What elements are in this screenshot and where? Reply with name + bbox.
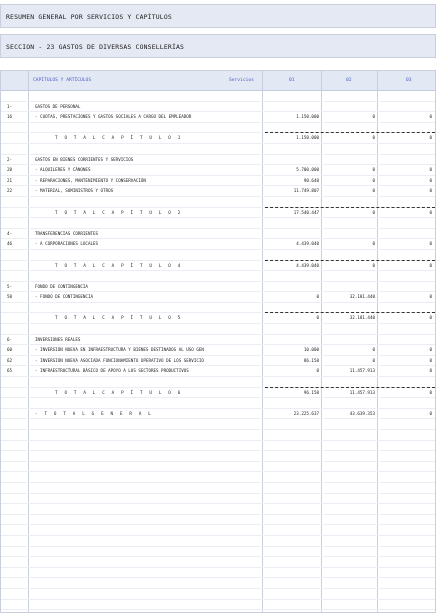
empty-row xyxy=(1,578,435,589)
table-row xyxy=(1,292,435,303)
col-header-services: Servicios xyxy=(229,78,254,83)
row-code: 6- xyxy=(7,336,13,342)
table-row xyxy=(1,250,435,261)
table-row xyxy=(1,377,435,388)
value-col-01: 4.439.040 xyxy=(296,241,319,247)
row-description: - CUOTAS, PRESTACIONES Y GASTOS SOCIALES A CARGO DEL EMPLEADOR xyxy=(35,114,192,120)
empty-row xyxy=(1,589,435,600)
value-col-02: 43.639.353 xyxy=(349,410,375,416)
value-col-03: 0 xyxy=(429,188,432,194)
value-col-03: 0 xyxy=(429,114,432,120)
col-header-chapters: CAPÍTULOS Y ARTÍCULOS xyxy=(33,78,92,83)
value-col-03: 0 xyxy=(429,357,432,363)
value-col-02: 0 xyxy=(372,188,375,194)
value-col-01 xyxy=(263,144,319,155)
value-col-03: 0 xyxy=(429,389,432,395)
value-col-03 xyxy=(378,335,432,346)
table-row xyxy=(1,208,435,219)
value-col-01 xyxy=(263,271,319,282)
row-description: T O T A L C A P Í T U L O 5 xyxy=(55,315,183,321)
value-col-02 xyxy=(324,91,375,102)
value-col-03 xyxy=(378,155,432,166)
empty-row xyxy=(1,472,435,483)
row-code xyxy=(7,123,27,134)
empty-row xyxy=(1,430,435,441)
empty-row xyxy=(1,600,435,611)
row-code xyxy=(7,144,27,155)
row-code: 16 xyxy=(7,114,13,120)
value-col-02: 32.181.440 xyxy=(349,294,375,300)
row-code xyxy=(7,398,27,409)
value-col-02 xyxy=(324,218,375,229)
value-col-01 xyxy=(263,102,319,113)
value-col-02: 0 xyxy=(372,357,375,363)
value-col-03: 0 xyxy=(429,262,432,268)
table-row xyxy=(1,102,435,113)
row-description: INVERSIONES REALES xyxy=(35,336,81,342)
table-row xyxy=(1,144,435,155)
row-description: - MATERIAL, SUMINISTROS Y OTROS xyxy=(35,188,114,194)
value-col-03: 0 xyxy=(429,347,432,353)
row-code xyxy=(7,133,27,144)
value-col-01: 10.000 xyxy=(303,347,319,353)
value-col-02 xyxy=(324,155,375,166)
table-row xyxy=(1,313,435,324)
table-row xyxy=(1,282,435,293)
value-col-02 xyxy=(324,398,375,409)
table-row xyxy=(1,133,435,144)
row-code xyxy=(7,218,27,229)
empty-row xyxy=(1,525,435,536)
value-col-02 xyxy=(324,271,375,282)
row-code: 1- xyxy=(7,103,13,109)
value-col-01: 0 xyxy=(316,368,319,374)
value-col-02: 0 xyxy=(372,209,375,215)
row-description xyxy=(35,324,261,335)
row-description: - T O T A L G E N E R A L xyxy=(35,410,154,416)
value-col-03: 0 xyxy=(429,167,432,173)
row-description: - A CORPORACIONES LOCALES xyxy=(35,241,99,247)
table-body xyxy=(1,91,435,610)
row-description xyxy=(35,144,261,155)
value-col-01 xyxy=(263,335,319,346)
row-code xyxy=(7,409,27,420)
empty-row xyxy=(1,536,435,547)
table-row xyxy=(1,218,435,229)
empty-row xyxy=(1,494,435,505)
row-code: 20 xyxy=(7,167,13,173)
row-description: - INVERSIÓN NUEVA ASOCIADA FUNCIONAMIENTO OPERATIVO DE LOS SERVICIO xyxy=(35,357,204,363)
row-description xyxy=(35,123,261,134)
table-row xyxy=(1,409,435,420)
empty-row xyxy=(1,483,435,494)
value-col-01: 11.749.807 xyxy=(293,188,319,194)
value-col-02: 11.457.913 xyxy=(349,368,375,374)
row-description: T O T A L C A P Í T U L O 1 xyxy=(55,135,183,141)
value-col-02: 0 xyxy=(372,135,375,141)
value-col-01: 17.540.447 xyxy=(293,209,319,215)
value-col-03: 0 xyxy=(429,241,432,247)
row-code xyxy=(7,313,27,324)
table-header xyxy=(1,71,435,91)
report-title: RESUMEN GENERAL POR SERVICIOS Y CAPÍTULOS xyxy=(0,4,436,28)
value-col-02: 0 xyxy=(372,177,375,183)
value-col-03: 0 xyxy=(429,315,432,321)
value-col-02: 0 xyxy=(372,167,375,173)
empty-row xyxy=(1,568,435,579)
empty-row xyxy=(1,515,435,526)
row-code: 65 xyxy=(7,368,13,374)
row-code xyxy=(7,377,27,388)
value-col-01: 1.150.000 xyxy=(296,114,319,120)
value-col-02 xyxy=(324,144,375,155)
row-code xyxy=(7,197,27,208)
value-col-03 xyxy=(378,229,432,240)
value-col-02: 0 xyxy=(372,262,375,268)
row-code: 50 xyxy=(7,294,13,300)
row-description: TRANSFERENCIAS CORRIENTES xyxy=(35,230,99,236)
table-row xyxy=(1,229,435,240)
value-col-01: 23.225.637 xyxy=(293,410,319,416)
row-description: GASTOS EN BIENES CORRIENTES Y SERVICIOS xyxy=(35,156,134,162)
value-col-01: 86.150 xyxy=(303,357,319,363)
value-col-02: 32.181.440 xyxy=(349,315,375,321)
row-description xyxy=(35,91,261,102)
row-description xyxy=(35,303,261,314)
value-col-02: 11.457.913 xyxy=(349,389,375,395)
value-col-01 xyxy=(263,91,319,102)
table-row xyxy=(1,388,435,399)
row-code xyxy=(7,250,27,261)
row-code: 21 xyxy=(7,177,13,183)
value-col-01 xyxy=(263,398,319,409)
empty-row xyxy=(1,547,435,558)
value-col-01: 1.150.000 xyxy=(296,135,319,141)
row-description: T O T A L C A P Í T U L O 4 xyxy=(55,262,183,268)
table-row xyxy=(1,112,435,123)
row-description: - INVERSIÓN NUEVA EN INFRAESTRUCTURA Y BIENES DESTINADOS AL USO GEN xyxy=(35,347,204,353)
row-code xyxy=(7,271,27,282)
value-col-03 xyxy=(378,91,432,102)
value-col-02 xyxy=(324,324,375,335)
table-row xyxy=(1,261,435,272)
row-description xyxy=(35,218,261,229)
value-col-02 xyxy=(324,229,375,240)
value-col-01 xyxy=(263,229,319,240)
table-row xyxy=(1,356,435,367)
row-description: - INFRAESTRUCTURAL BÁSICO DE APOYO A LOS SECTORES PRODUCTIVOS xyxy=(35,368,189,374)
empty-row xyxy=(1,504,435,515)
table-row xyxy=(1,91,435,102)
row-description xyxy=(35,250,261,261)
row-code: 46 xyxy=(7,241,13,247)
table-row xyxy=(1,123,435,134)
table-row xyxy=(1,366,435,377)
row-code xyxy=(7,388,27,399)
table-row xyxy=(1,335,435,346)
value-col-02: 0 xyxy=(372,241,375,247)
section-title: SECCION - 23 GASTOS DE DIVERSAS CONSELLERÍAS xyxy=(0,34,436,58)
table-row xyxy=(1,176,435,187)
value-col-03: 0 xyxy=(429,368,432,374)
value-col-01 xyxy=(263,218,319,229)
row-code xyxy=(7,261,27,272)
row-code: 60 xyxy=(7,347,13,353)
value-col-03: 0 xyxy=(429,177,432,183)
value-col-01: 0 xyxy=(316,315,319,321)
row-code: 62 xyxy=(7,357,13,363)
table-row xyxy=(1,398,435,409)
empty-row xyxy=(1,419,435,430)
value-col-01: 0 xyxy=(316,294,319,300)
value-col-03 xyxy=(378,144,432,155)
table-row xyxy=(1,186,435,197)
col-header-03: 03 xyxy=(406,78,412,83)
empty-row xyxy=(1,441,435,452)
value-col-03 xyxy=(378,271,432,282)
row-code xyxy=(7,324,27,335)
row-description: - FONDO DE CONTINGENCIA xyxy=(35,294,93,300)
value-col-03: 0 xyxy=(429,209,432,215)
col-header-02: 02 xyxy=(346,78,352,83)
row-description: FONDO DE CONTINGENCIA xyxy=(35,283,88,289)
value-col-03: 0 xyxy=(429,135,432,141)
table-row xyxy=(1,345,435,356)
row-code: 22 xyxy=(7,188,13,194)
table-row xyxy=(1,165,435,176)
empty-row xyxy=(1,462,435,473)
row-description: T O T A L C A P Í T U L O 2 xyxy=(55,209,183,215)
value-col-01: 96.150 xyxy=(303,389,319,395)
row-description xyxy=(35,398,261,409)
table-row xyxy=(1,271,435,282)
table-row xyxy=(1,155,435,166)
value-col-02: 0 xyxy=(372,347,375,353)
value-col-01 xyxy=(263,324,319,335)
row-description: - REPARACIONES, MANTENIMIENTO Y CONSERVACIÓN xyxy=(35,177,146,183)
value-col-01 xyxy=(263,155,319,166)
value-col-03 xyxy=(378,282,432,293)
table-row xyxy=(1,239,435,250)
value-col-02: 0 xyxy=(372,114,375,120)
row-code xyxy=(7,208,27,219)
row-description: GASTOS DE PERSONAL xyxy=(35,103,81,109)
row-code xyxy=(7,303,27,314)
empty-row xyxy=(1,557,435,568)
table-row xyxy=(1,197,435,208)
table-row xyxy=(1,303,435,314)
value-col-03 xyxy=(378,102,432,113)
value-col-02 xyxy=(324,335,375,346)
empty-row xyxy=(1,451,435,462)
value-col-02 xyxy=(324,282,375,293)
row-description xyxy=(35,197,261,208)
row-description xyxy=(35,271,261,282)
value-col-03: 0 xyxy=(429,294,432,300)
value-col-03 xyxy=(378,218,432,229)
table-row xyxy=(1,324,435,335)
summary-table xyxy=(0,70,436,613)
value-col-01: 90.640 xyxy=(303,177,319,183)
row-description xyxy=(35,377,261,388)
row-code: 5- xyxy=(7,283,13,289)
value-col-01: 5.700.000 xyxy=(296,167,319,173)
value-col-01 xyxy=(263,282,319,293)
value-col-01: 4.439.040 xyxy=(296,262,319,268)
row-description: - ALQUILERES Y CÁNONES xyxy=(35,167,91,173)
value-col-02 xyxy=(324,102,375,113)
value-col-03 xyxy=(378,324,432,335)
row-code xyxy=(7,91,27,102)
row-description: T O T A L C A P Í T U L O 6 xyxy=(55,389,183,395)
row-code: 2- xyxy=(7,156,13,162)
value-col-03 xyxy=(378,398,432,409)
row-code: 4- xyxy=(7,230,13,236)
value-col-03: 0 xyxy=(429,410,432,416)
col-header-01: 01 xyxy=(289,78,295,83)
